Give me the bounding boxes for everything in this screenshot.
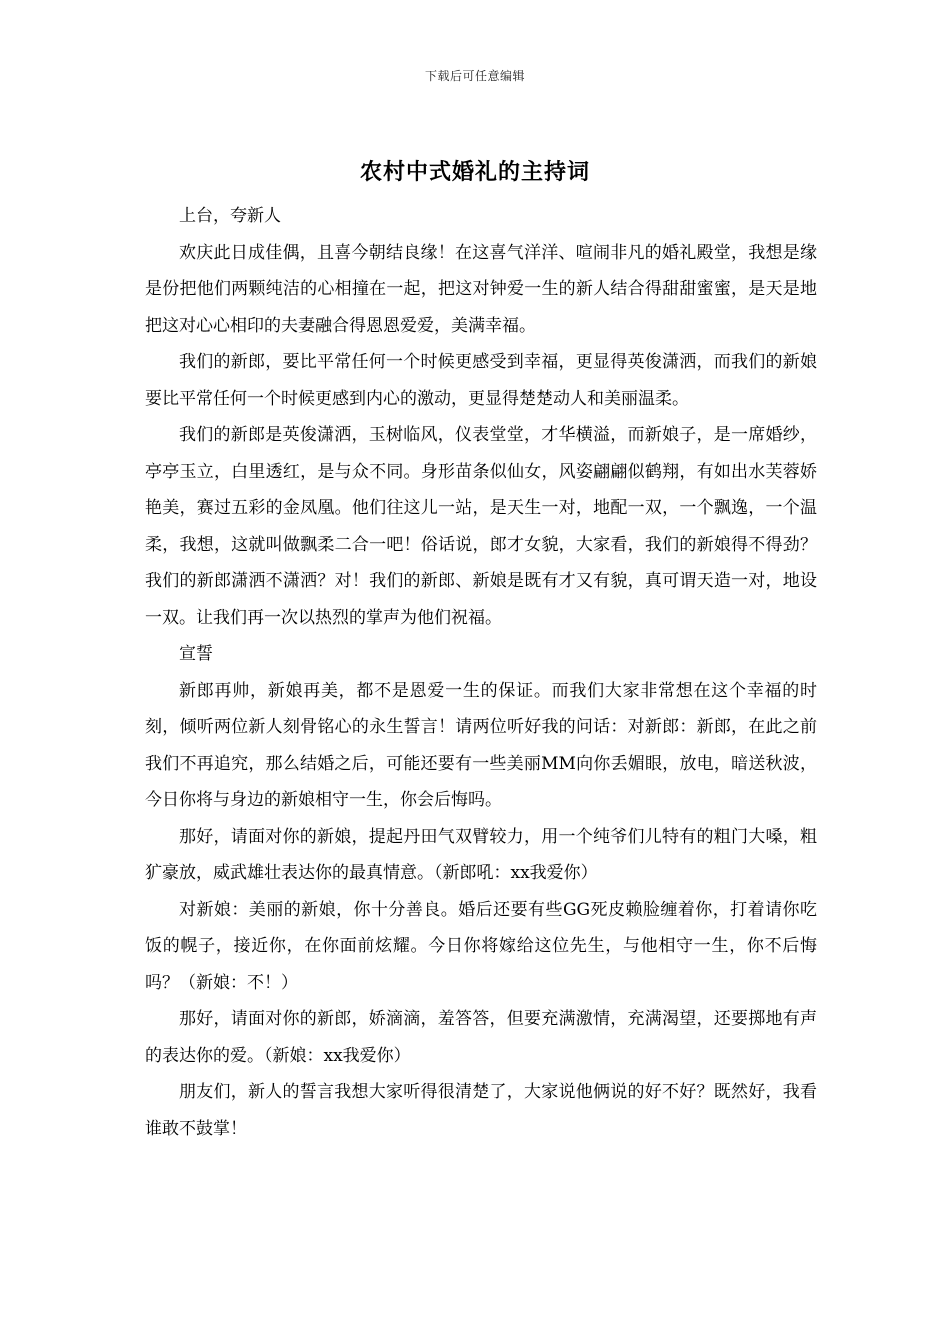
paragraph: 那好，请面对你的新娘，提起丹田气双臂较力，用一个纯爷们儿特有的粗门大嗓，粗犷豪放，威武雄壮表达你的最真情意。（新郎吼：xx我爱你） bbox=[145, 826, 817, 883]
document-body bbox=[145, 198, 817, 1147]
paragraph: 我们的新郎，要比平常任何一个时候更感受到幸福，更显得英俊潇洒，而我们的新娘要比平常任何一个时候更感到内心的激动，更显得楚楚动人和美丽温柔。 bbox=[145, 352, 817, 409]
paragraph: 上台，夸新人 bbox=[179, 206, 281, 226]
paragraph: 欢庆此日成佳偶，且喜今朝结良缘！在这喜气洋洋、喧闹非凡的婚礼殿堂，我想是缘是份把他们两颗纯洁的心相撞在一起，把这对钟爱一生的新人结合得甜甜蜜蜜，是天是地把这对心心相印的夫妻融合得恩恩爱爱，美满幸福。 bbox=[145, 242, 817, 336]
header-note: 下载后可任意编辑 bbox=[424, 69, 525, 83]
paragraph: 朋友们，新人的誓言我想大家听得很清楚了，大家说他俩说的好不好？既然好，我看谁敢不鼓掌！ bbox=[145, 1082, 817, 1139]
paragraph: 宣誓 bbox=[179, 644, 213, 664]
paragraph: 那好，请面对你的新郎，娇滴滴，羞答答，但要充满激情，充满渴望，还要掷地有声的表达你的爱。（新娘：xx我爱你） bbox=[145, 1009, 817, 1066]
document-title: 农村中式婚礼的主持词 bbox=[359, 160, 590, 185]
paragraph: 我们的新郎是英俊潇洒，玉树临风，仪表堂堂，才华横溢，而新娘子，是一席婚纱，亭亭玉立，白里透红，是与众不同。身形苗条似仙女，风姿翩翩似鹤翔，有如出水芙蓉娇艳美，赛过五彩的金凤凰。他们往这儿一站，是天生一对，地配一双，一个飘逸，一个温柔，我想，这就叫做飘柔二合一吧！俗话说，郎才女貌，大家看，我们的新娘得不得劲？我们的新郎潇洒不潇洒？对！我们的新郎、新娘是既有才又有貌，真可谓天造一对，地设一双。让我们再一次以热烈的掌声为他们祝福。 bbox=[145, 425, 817, 628]
paragraph: 对新娘：美丽的新娘，你十分善良。婚后还要有些GG死皮赖脸缠着你，打着请你吃饭的幌子，接近你，在你面前炫耀。今日你将嫁给这位先生，与他相守一生，你不后悔吗？（新娘：不！） bbox=[145, 899, 817, 993]
paragraph: 新郎再帅，新娘再美，都不是恩爱一生的保证。而我们大家非常想在这个幸福的时刻，倾听两位新人刻骨铭心的永生誓言！请两位听好我的问话：对新郎：新郎，在此之前我们不再追究，那么结婚之后，可能还要有一些美丽MM向你丢媚眼，放电，暗送秋波，今日你将与身边的新娘相守一生，你会后悔吗。 bbox=[145, 680, 817, 810]
